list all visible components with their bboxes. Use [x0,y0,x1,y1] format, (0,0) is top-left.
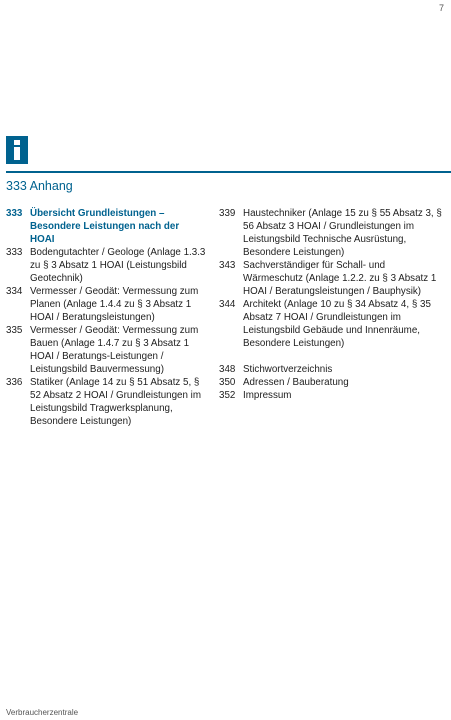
toc-entry[interactable] [219,298,445,350]
toc-entry[interactable] [219,207,445,259]
toc-entry-text: Stichwortverzeichnis [243,364,333,375]
toc-entry-text: Vermesser / Geodät: Vermessung zum Planen (Anlage 1.4.4 zu § 3 Absatz 1 HOAI / Beratungsleistungen) [30,286,199,323]
toc-page-number: 333 [6,208,23,219]
toc-page-number: 348 [219,364,236,375]
toc-left-column [6,207,206,428]
toc-entry-text: Übersicht Grundleistungen – Besondere Leistungen nach der HOAI [30,208,180,245]
toc-entry[interactable] [219,376,445,389]
toc-entry[interactable] [6,246,206,285]
toc-entry-text: Statiker (Anlage 14 zu § 51 Absatz 5, § 52 Absatz 2 HOAI / Grundleistungen im Leistungsbild Tragwerksplanung, Besondere Leistungen) [30,377,201,427]
toc-page-number: 343 [219,260,236,271]
toc-right-column [219,207,445,402]
toc-entry[interactable] [6,376,206,428]
toc-page-number: 335 [6,325,23,336]
toc-page-number: 336 [6,377,23,388]
toc-page-number: 352 [219,390,236,401]
page-number: 7 [438,3,444,13]
toc-entry[interactable] [219,259,445,298]
toc-page-number: 334 [6,286,23,297]
footer-publisher: Verbraucherzentrale [6,708,79,717]
toc-entry-text: Impressum [243,390,292,401]
toc-entry[interactable] [6,207,206,246]
info-glyph [13,140,21,160]
toc-page-number: 344 [219,299,236,310]
section-title: 333 Anhang [6,179,73,193]
toc-entry-text: Adressen / Bauberatung [243,377,349,388]
toc-entry[interactable] [219,389,445,402]
toc-entry[interactable] [219,363,445,376]
toc-page-number: 350 [219,377,236,388]
toc-page-number: 333 [6,247,23,258]
toc-entry-text: Vermesser / Geodät: Vermessung zum Bauen (Anlage 1.4.7 zu § 3 Absatz 1 HOAI / Beratungs-Leistungen / Leistungsbild Bauvermessung) [30,325,199,375]
section-rule [6,171,451,173]
toc-entry[interactable] [6,324,206,376]
info-icon [6,136,28,164]
toc-entry-text: Haustechniker (Anlage 15 zu § 55 Absatz 3, § 56 Absatz 3 HOAI / Grundleistungen im Leistungsbild Technische Ausrüstung, Besondere Leistungen) [243,208,442,258]
toc-page-number: 339 [219,208,236,219]
toc-entry-text: Sachverständiger für Schall- und Wärmeschutz (Anlage 1.2.2. zu § 3 Absatz 1 HOAI / Beratungsleistungen / Bauphysik) [243,260,437,297]
toc-spacer [219,350,445,363]
toc-entry-text: Bodengutachter / Geologe (Anlage 1.3.3 zu § 3 Absatz 1 HOAI (Leistungsbild Geotechnik) [30,247,206,284]
toc-entry-text: Architekt (Anlage 10 zu § 34 Absatz 4, § 35 Absatz 7 HOAI / Grundleistungen im Leistungsbild Gebäude und Innenräume, Besondere Leistungen) [243,299,431,349]
toc-entry[interactable] [6,285,206,324]
